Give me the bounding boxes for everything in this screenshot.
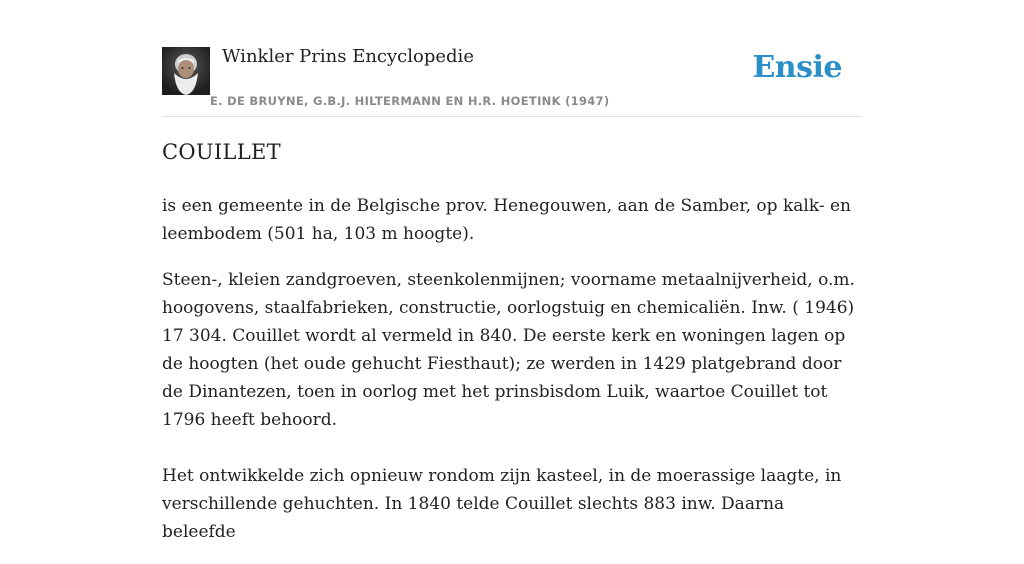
ensie-logo-link[interactable]: Ensie	[752, 50, 842, 85]
article-paragraph: Steen-, kleien zandgroeven, steenkolenmijnen; voorname metaalnijverheid, o.m. hoogovens, staalfabrieken, constructie, oorlogstuig en chemicaliën. Inw. ( 1946) 17 304. Couillet wordt al vermeld in 840. De eerste kerk en woningen lagen op de hoogten (het oude gehucht Fiesthaut); ze werden in 1429 platgebrand door de Dinantezen, toen in oorlog met het prinsbisdom Luik, waartoe Couillet tot 1796 heeft behoord.	[162, 270, 855, 430]
author-portrait-icon	[162, 47, 210, 95]
article-paragraph: Het ontwikkelde zich opnieuw rondom zijn kasteel, in de moerassige laagte, in verschillende gehuchten. In 1840 telde Couillet slechts 883 inw. Daarna beleefde	[162, 466, 842, 542]
article-paragraph: is een gemeente in de Belgische prov. Henegouwen, aan de Samber, op kalk- en leembodem (501 ha, 103 m hoogte).	[162, 196, 851, 244]
site-header	[162, 0, 862, 117]
article-title: COUILLET	[162, 140, 281, 164]
article-body	[162, 192, 862, 564]
authors-credit: E. DE BRUYNE, G.B.J. HILTERMANN EN H.R. HOETINK (1947)	[210, 94, 610, 108]
site-title[interactable]: Winkler Prins Encyclopedie	[222, 46, 474, 67]
page	[162, 0, 862, 542]
